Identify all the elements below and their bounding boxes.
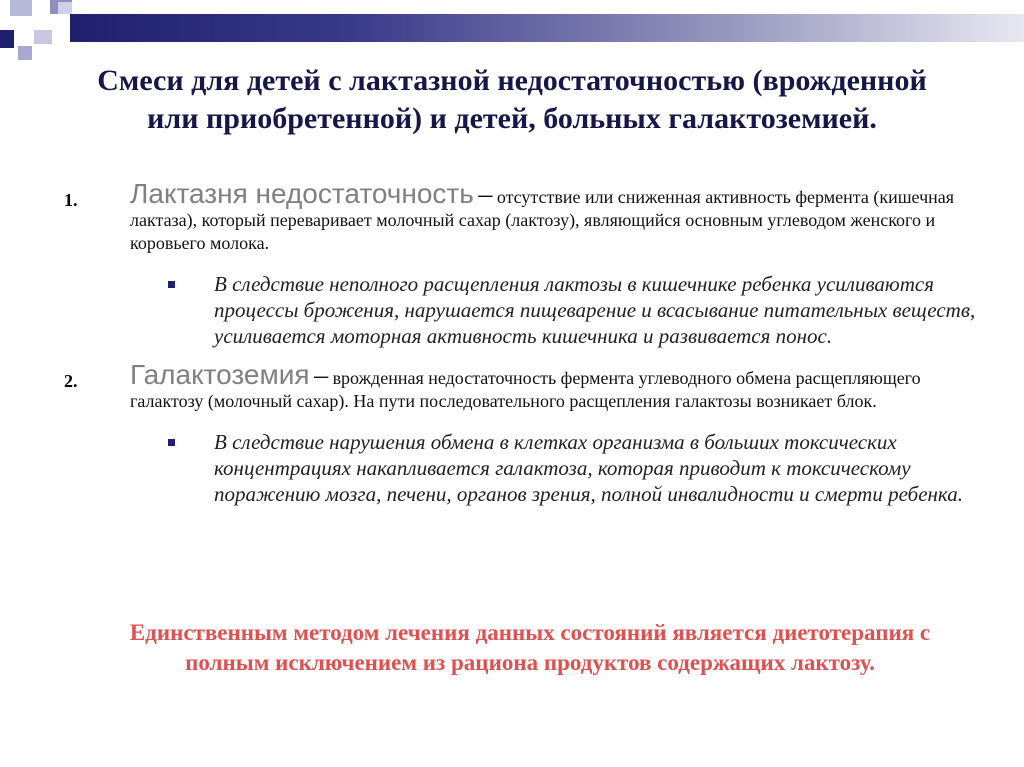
decor-square-5 (0, 30, 14, 48)
item-text: отсутствие или сниженная активность фермента (кишечная лактаза), который переваривает молочный сахар (лактозу), являющийся основным углеводом женского и коровьего молока. (130, 187, 955, 253)
sub-item-text: В следствие нарушения обмена в клетках организма в больших токсических концентрациях накапливается галактоза, которая приводит к токсическому поражению мозга, печени, органов зрения, полной инвалидности и смерти ребенка. (214, 430, 963, 506)
item-text: врожденная недостаточность фермента углеводного обмена расщепляющего галактозу (молочный сахар). На пути последовательного расщепления галактозы возникает блок. (130, 368, 921, 411)
sub-item (130, 429, 978, 507)
conclusion-text: Единственным методом лечения данных состояний является диетотерапия с полным исключением из рациона продуктов содержащих лактозу. (129, 620, 931, 675)
item-number: 2. (64, 371, 78, 391)
decor-square-7 (18, 46, 32, 60)
slide-title: Смеси для детей с лактазной недостаточностью (врожденной или приобретенной) и детей, больных галактоземией. (97, 64, 927, 135)
decor-square-3 (58, 2, 72, 14)
content-list (58, 178, 978, 507)
item-heading: Лактазня недостаточность (130, 178, 474, 209)
decor-square-1 (10, 0, 32, 16)
list-item (58, 359, 978, 507)
sub-item (130, 271, 978, 349)
sub-item-text: В следствие неполного расщепления лактозы в кишечнике ребенка усиливаются процессы брожения, нарушается пищеварение и всасывание питательных веществ, усиливается моторная активность кишечника и развивается понос. (214, 272, 976, 348)
square-bullet-icon (168, 281, 175, 288)
item-body (130, 178, 978, 255)
decor-square-6 (34, 30, 52, 44)
item-number: 1. (64, 190, 78, 210)
list-item (58, 178, 978, 349)
item-dash: – (478, 179, 493, 210)
item-dash: – (314, 360, 329, 391)
square-bullet-icon (168, 439, 175, 446)
header-gradient-bar (70, 14, 1024, 42)
item-body (130, 359, 978, 413)
item-heading: Галактоземия (130, 359, 310, 390)
